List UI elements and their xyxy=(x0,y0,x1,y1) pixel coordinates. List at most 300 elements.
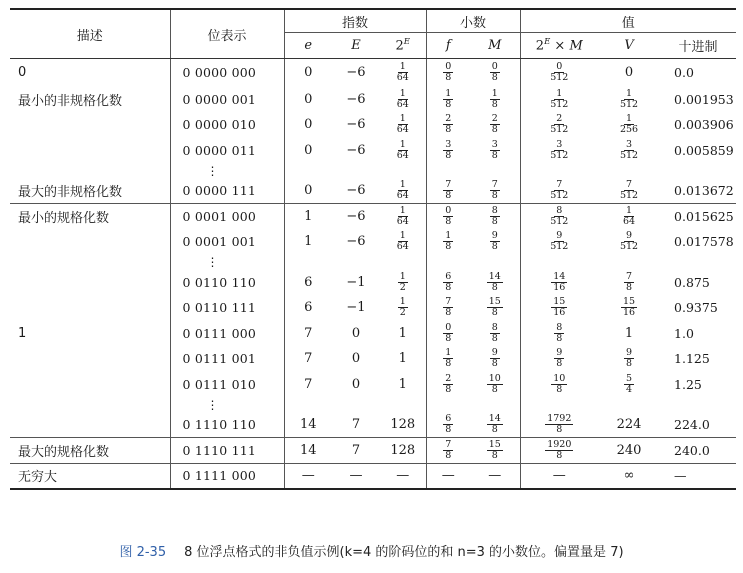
f-cell xyxy=(426,138,470,164)
e-cell: 7 xyxy=(284,346,332,372)
product-cell xyxy=(520,178,598,204)
fraction xyxy=(487,272,503,293)
numerator: 14 xyxy=(553,270,566,282)
V-cell xyxy=(598,87,660,113)
fraction xyxy=(490,231,500,252)
denominator: 512 xyxy=(550,124,569,136)
fraction xyxy=(490,140,500,161)
bits-cell: 0 0000 011 xyxy=(170,138,284,164)
blank-cell xyxy=(520,397,598,412)
numerator: 8 xyxy=(556,321,563,333)
denominator: 64 xyxy=(396,124,409,136)
fraction xyxy=(548,114,570,135)
description-cell: 1 xyxy=(18,325,27,341)
fraction xyxy=(395,140,411,161)
numerator: 10 xyxy=(553,372,566,384)
denominator: 512 xyxy=(550,98,569,110)
e-cell: 6 xyxy=(284,270,332,296)
header-bit-representation: 位表示 xyxy=(170,9,284,59)
decimal-cell: 240.0 xyxy=(660,438,736,464)
pow2E-cell xyxy=(380,138,426,164)
denominator: 8 xyxy=(445,98,452,110)
description-cell xyxy=(10,346,170,372)
pow2E-cell xyxy=(380,229,426,255)
M-cell xyxy=(470,372,520,398)
description-cell xyxy=(10,112,170,138)
denominator: 8 xyxy=(445,358,452,370)
numerator: 0 xyxy=(491,61,498,73)
product-cell xyxy=(520,204,598,230)
table-row xyxy=(10,138,736,164)
fraction xyxy=(554,348,564,369)
denominator: 8 xyxy=(445,281,452,293)
denominator: 512 xyxy=(550,149,569,161)
numerator: 1 xyxy=(626,205,633,216)
table-row xyxy=(10,372,736,398)
numerator: 3 xyxy=(556,138,563,150)
blank-cell xyxy=(660,163,736,178)
denominator: 512 xyxy=(550,72,569,84)
table-row xyxy=(10,229,736,255)
pow2E-cell xyxy=(380,178,426,204)
pow2E-cell: 1 xyxy=(398,376,407,392)
denominator: 512 xyxy=(619,98,639,110)
decimal-cell: 0.013672 xyxy=(660,178,736,204)
pow2E-cell: 128 xyxy=(380,438,426,464)
table-row xyxy=(10,438,736,464)
E-cell: −1 xyxy=(346,300,366,316)
numerator: 8 xyxy=(491,321,498,333)
numerator: 2 xyxy=(445,113,452,125)
denominator: 16 xyxy=(553,281,566,293)
table-row xyxy=(10,463,736,489)
decimal-cell: — xyxy=(660,463,736,489)
M-cell xyxy=(470,270,520,296)
blank-cell xyxy=(520,163,598,178)
numerator: 1 xyxy=(399,61,406,73)
numerator: 2 xyxy=(556,113,563,125)
fraction xyxy=(443,374,453,395)
f-cell xyxy=(426,178,470,204)
V-cell xyxy=(598,112,660,138)
fraction xyxy=(443,89,453,110)
denominator: 8 xyxy=(491,124,498,136)
numerator: 8 xyxy=(556,205,563,216)
description-cell xyxy=(10,295,170,321)
fraction xyxy=(443,414,453,435)
V-cell xyxy=(598,204,660,230)
numerator: 0 xyxy=(556,61,563,73)
numerator: 1 xyxy=(445,87,452,99)
M-cell xyxy=(470,346,520,372)
denominator: 64 xyxy=(396,98,409,110)
f-cell xyxy=(426,112,470,138)
denominator: 8 xyxy=(445,449,452,461)
product-cell xyxy=(520,372,598,398)
numerator: 15 xyxy=(622,296,636,308)
table-row xyxy=(10,412,736,438)
numerator: 5 xyxy=(626,372,633,384)
e-cell: 7 xyxy=(284,321,332,347)
table-row xyxy=(10,346,736,372)
numerator: 1 xyxy=(399,87,406,99)
fraction xyxy=(443,231,453,252)
decimal-cell: 0.003906 xyxy=(674,117,734,133)
numerator: 9 xyxy=(626,347,633,359)
e-cell: 0 xyxy=(284,59,332,87)
ellipsis-row xyxy=(10,397,736,412)
numerator: 1 xyxy=(445,230,452,242)
header-description: 描述 xyxy=(10,9,170,59)
numerator: 2 xyxy=(445,372,452,384)
denominator: 8 xyxy=(491,358,498,370)
blank-cell xyxy=(10,255,170,270)
V-cell: 240 xyxy=(598,438,660,464)
product-cell xyxy=(520,412,598,438)
description-cell: 无穷大 xyxy=(10,463,170,489)
fraction xyxy=(618,180,640,201)
vdots-glyph: ⋮ xyxy=(206,163,219,178)
fraction xyxy=(618,114,640,135)
header-E: E xyxy=(332,33,380,59)
denominator: 16 xyxy=(622,307,636,319)
numerator: 9 xyxy=(556,230,563,242)
description-cell xyxy=(10,270,170,296)
denominator: 2 xyxy=(399,281,406,293)
V-cell xyxy=(598,270,660,296)
table-row xyxy=(10,112,736,138)
header-decimal: 十进制 xyxy=(660,33,736,59)
numerator: 9 xyxy=(556,347,563,359)
numerator: 1 xyxy=(399,179,406,190)
E-cell: −6 xyxy=(346,117,366,133)
pow2E-cell xyxy=(380,112,426,138)
fraction xyxy=(624,348,634,369)
denominator: 256 xyxy=(619,124,639,136)
denominator: 8 xyxy=(445,424,452,435)
V-cell: 1 xyxy=(624,325,634,341)
denominator: 8 xyxy=(491,149,498,161)
decimal-cell: 0.017578 xyxy=(674,234,734,250)
blank-cell xyxy=(426,397,470,412)
fraction xyxy=(490,206,500,227)
blank-cell xyxy=(10,163,170,178)
caption-text: 8 位浮点格式的非负值示例(k=4 的阶码位的和 n=3 的小数位。偏置量是 7) xyxy=(184,545,624,560)
E-cell: −6 xyxy=(346,65,366,81)
fraction xyxy=(395,231,411,252)
numerator: 0 xyxy=(445,61,452,73)
denominator: 16 xyxy=(553,307,566,319)
fraction xyxy=(621,206,637,227)
fraction xyxy=(443,272,453,293)
blank-cell xyxy=(284,255,332,270)
pow2E-cell: — xyxy=(380,463,426,489)
denominator: 8 xyxy=(556,424,563,435)
product-cell xyxy=(520,112,598,138)
pow2E-cell: 1 xyxy=(398,351,407,367)
numerator: 15 xyxy=(553,296,566,308)
fraction xyxy=(398,297,408,318)
fraction xyxy=(490,89,500,110)
bits-cell: 0 0000 001 xyxy=(170,87,284,113)
denominator: 8 xyxy=(445,72,452,84)
pow2E-cell xyxy=(380,270,426,296)
float-example-table xyxy=(10,8,736,490)
bits-cell: 0 0111 010 xyxy=(170,372,284,398)
decimal-cell: 0.9375 xyxy=(674,300,718,316)
numerator: 2 xyxy=(491,113,498,125)
numerator: 15 xyxy=(488,438,501,450)
numerator: 7 xyxy=(445,296,452,308)
fraction xyxy=(395,206,411,227)
figure-number: 图 2-35 xyxy=(119,545,167,560)
product-cell xyxy=(520,138,598,164)
e-cell: 0 xyxy=(284,178,332,204)
pow2E-cell xyxy=(380,204,426,230)
numerator: 10 xyxy=(488,372,501,384)
numerator: 1 xyxy=(399,270,406,282)
blank-cell xyxy=(470,163,520,178)
fraction xyxy=(551,272,567,293)
table-row xyxy=(10,204,736,230)
denominator: 8 xyxy=(491,424,498,435)
blank-cell xyxy=(284,397,332,412)
E-cell: 7 xyxy=(332,412,380,438)
bits-cell: 0 0000 000 xyxy=(170,59,284,87)
denominator: 8 xyxy=(556,332,563,344)
M-cell xyxy=(470,59,520,87)
E-cell: −6 xyxy=(346,209,366,224)
blank-cell xyxy=(332,255,380,270)
numerator: 6 xyxy=(445,413,452,424)
vdots-glyph: ⋮ xyxy=(206,255,219,269)
decimal-cell: 224.0 xyxy=(660,412,736,438)
fraction xyxy=(487,374,503,395)
denominator: 64 xyxy=(396,149,409,161)
numerator: 0 xyxy=(445,321,452,333)
product-cell xyxy=(520,346,598,372)
fraction xyxy=(490,323,500,344)
fraction xyxy=(490,114,500,135)
header-V: V xyxy=(598,33,660,59)
blank-cell xyxy=(426,255,470,270)
header-value: 值 xyxy=(520,9,736,33)
E-cell: 0 xyxy=(351,376,361,392)
table-row xyxy=(10,321,736,347)
denominator: 64 xyxy=(396,241,409,253)
f-cell xyxy=(426,438,470,464)
e-cell: 1 xyxy=(284,229,332,255)
blank-cell xyxy=(470,397,520,412)
fraction xyxy=(545,440,573,461)
bits-cell: 0 0000 010 xyxy=(170,112,284,138)
vertical-ellipsis xyxy=(170,163,284,178)
bits-cell: 0 0110 110 xyxy=(170,270,284,296)
description-cell: 最大的规格化数 xyxy=(10,438,170,464)
vertical-ellipsis xyxy=(170,255,284,270)
blank-cell xyxy=(284,163,332,178)
fraction xyxy=(443,114,453,135)
header-2-pow-E: $2^E$ xyxy=(380,33,426,59)
numerator: 1 xyxy=(445,347,452,359)
fraction xyxy=(618,231,640,252)
e-cell: 0 xyxy=(284,138,332,164)
header-M: M xyxy=(470,33,520,59)
pow2E-cell: 1 xyxy=(398,325,407,341)
M-cell: — xyxy=(470,463,520,489)
f-cell xyxy=(426,412,470,438)
vdots-glyph: ⋮ xyxy=(206,397,219,412)
numerator: 1920 xyxy=(547,438,572,450)
fraction xyxy=(554,323,564,344)
V-cell: 224 xyxy=(598,412,660,438)
bits-cell: 0 1110 110 xyxy=(170,412,284,438)
numerator: 1 xyxy=(626,113,633,125)
header-2E-times-M: $2^E \times M$ xyxy=(520,33,598,59)
numerator: 7 xyxy=(445,438,452,450)
fraction xyxy=(443,348,453,369)
numerator: 3 xyxy=(491,138,498,150)
fraction xyxy=(443,140,453,161)
f-cell xyxy=(426,87,470,113)
numerator: 6 xyxy=(445,270,452,282)
decimal-cell: 0.015625 xyxy=(674,209,734,224)
denominator: 8 xyxy=(445,383,452,395)
denominator: 512 xyxy=(550,216,569,227)
decimal-cell: 1.0 xyxy=(674,325,694,341)
decimal-cell: 1.125 xyxy=(674,351,710,367)
product-cell xyxy=(520,438,598,464)
fraction xyxy=(443,206,453,227)
M-cell xyxy=(470,438,520,464)
bits-cell: 0 0110 111 xyxy=(170,295,284,321)
decimal-cell: 0.0 xyxy=(674,65,694,81)
e-cell: 7 xyxy=(284,372,332,398)
denominator: 8 xyxy=(445,190,452,201)
header-f: f xyxy=(426,33,470,59)
denominator: 8 xyxy=(445,332,452,344)
table-row xyxy=(10,59,736,87)
denominator: 8 xyxy=(491,216,498,227)
fraction xyxy=(548,89,570,110)
f-cell xyxy=(426,204,470,230)
E-cell: 7 xyxy=(332,438,380,464)
E-cell: −6 xyxy=(346,234,366,250)
decimal-cell: 0.001953 xyxy=(674,91,734,107)
header-exponent: 指数 xyxy=(284,9,426,33)
fraction xyxy=(490,180,500,201)
fraction xyxy=(395,180,411,201)
denominator: 512 xyxy=(619,241,639,253)
V-cell xyxy=(598,229,660,255)
table-row xyxy=(10,178,736,204)
f-cell: — xyxy=(426,463,470,489)
bits-cell: 0 0111 000 xyxy=(170,321,284,347)
numerator: 1 xyxy=(399,296,406,308)
E-cell: 0 xyxy=(351,325,361,341)
numerator: 14 xyxy=(488,413,501,424)
fraction xyxy=(624,374,634,395)
numerator: 7 xyxy=(556,179,563,190)
numerator: 1 xyxy=(399,205,406,216)
denominator: 8 xyxy=(445,216,452,227)
fraction xyxy=(395,114,411,135)
product-cell xyxy=(520,270,598,296)
ellipsis-row xyxy=(10,255,736,270)
table-body xyxy=(10,59,736,489)
e-cell: 0 xyxy=(284,112,332,138)
M-cell xyxy=(470,112,520,138)
f-cell xyxy=(426,372,470,398)
pow2E-cell xyxy=(380,59,426,87)
E-cell: −6 xyxy=(332,178,380,204)
f-cell xyxy=(426,270,470,296)
E-cell: — xyxy=(332,463,380,489)
numerator: 1792 xyxy=(547,413,572,424)
product-cell xyxy=(520,59,598,87)
fraction xyxy=(395,89,411,110)
numerator: 9 xyxy=(491,230,498,242)
E-cell: −1 xyxy=(346,274,366,290)
decimal-cell: 1.25 xyxy=(674,376,702,392)
e-cell: 6 xyxy=(284,295,332,321)
fraction xyxy=(618,89,640,110)
denominator: 64 xyxy=(622,216,636,227)
e-cell: 0 xyxy=(284,87,332,113)
decimal-cell: 0.005859 xyxy=(674,142,734,158)
bits-cell: 0 0000 111 xyxy=(170,178,284,204)
M-cell xyxy=(470,412,520,438)
E-cell: −6 xyxy=(346,91,366,107)
blank-cell xyxy=(380,163,426,178)
f-cell xyxy=(426,321,470,347)
description-cell: 最大的非规格化数 xyxy=(10,178,170,204)
numerator: 9 xyxy=(491,347,498,359)
bits-cell: 0 0001 000 xyxy=(170,204,284,230)
blank-cell xyxy=(660,255,736,270)
denominator: 8 xyxy=(445,124,452,136)
fraction xyxy=(624,272,634,293)
description-cell xyxy=(10,138,170,164)
V-cell xyxy=(598,346,660,372)
blank-cell xyxy=(598,163,660,178)
numerator: 7 xyxy=(445,179,452,190)
blank-cell xyxy=(598,255,660,270)
e-cell: 14 xyxy=(284,438,332,464)
table-row xyxy=(10,270,736,296)
fraction xyxy=(443,297,453,318)
fraction xyxy=(443,180,453,201)
numerator: 14 xyxy=(488,270,501,282)
fraction xyxy=(487,414,503,435)
fraction xyxy=(551,374,567,395)
denominator: 8 xyxy=(491,383,498,395)
fraction xyxy=(398,272,408,293)
denominator: 8 xyxy=(491,281,498,293)
blank-cell xyxy=(470,255,520,270)
M-cell xyxy=(470,87,520,113)
denominator: 64 xyxy=(396,190,409,201)
numerator: 1 xyxy=(556,87,563,99)
denominator: 8 xyxy=(491,241,498,253)
blank-cell xyxy=(10,397,170,412)
numerator: 0 xyxy=(445,205,452,216)
description-cell xyxy=(10,372,170,398)
blank-cell xyxy=(660,397,736,412)
f-cell xyxy=(426,346,470,372)
V-cell: 0 xyxy=(624,65,634,81)
denominator: 8 xyxy=(556,383,563,395)
